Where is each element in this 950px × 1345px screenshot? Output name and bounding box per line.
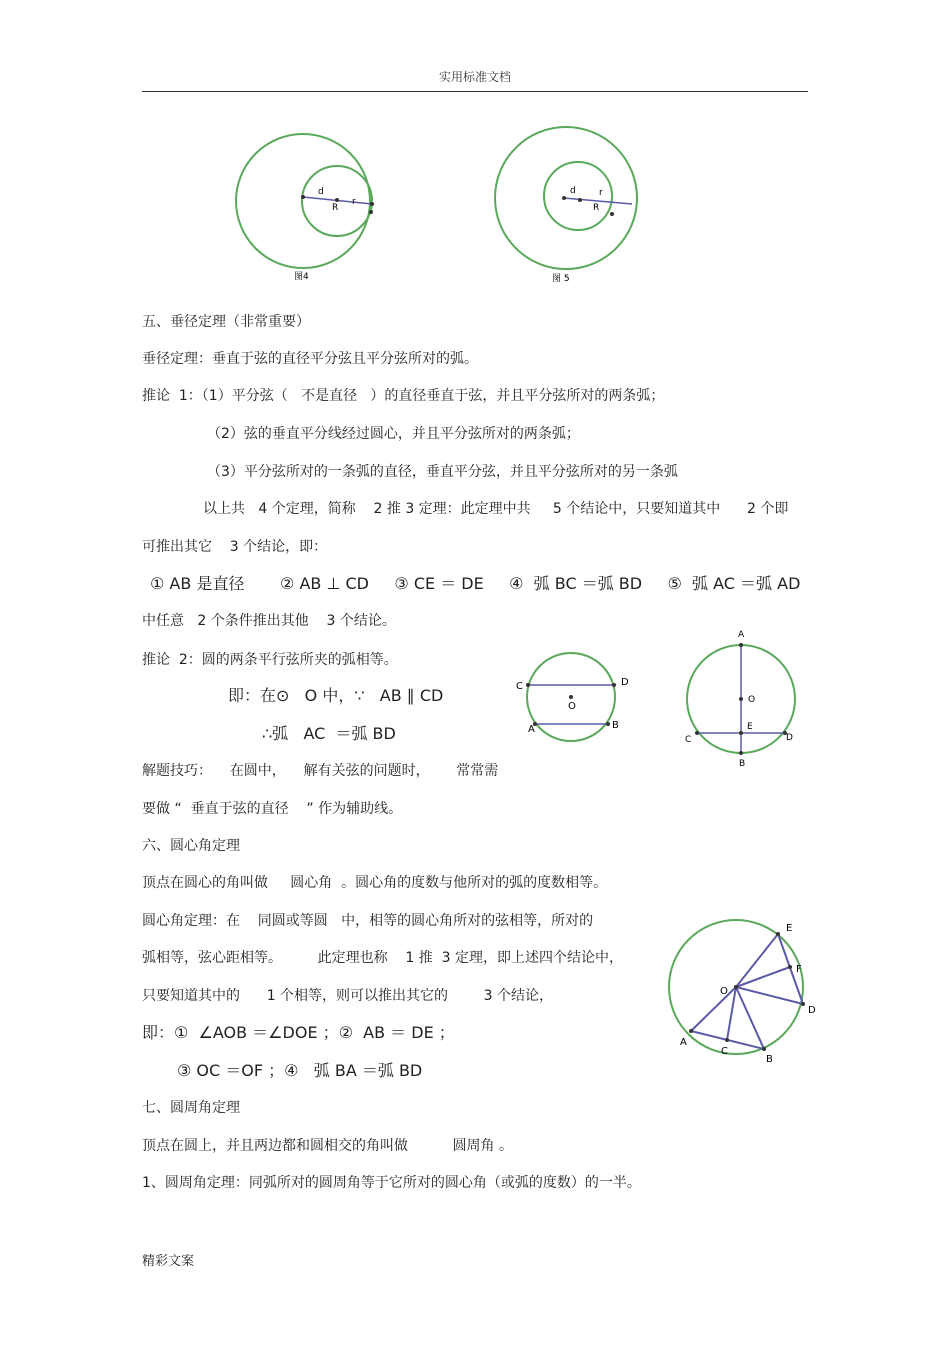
central-label-C: C bbox=[721, 1046, 728, 1057]
central-label-E: E bbox=[786, 923, 793, 934]
page-header: 实用标准文档 bbox=[438, 70, 511, 84]
section5-title: 五、垂径定理（非常重要） bbox=[142, 314, 310, 330]
section6-theorem-1: 圆心角定理：在 同圆或等圆 中，相等的圆心角所对的弦相等，所对的 bbox=[142, 913, 594, 929]
section6-equation-2: ③ OC ＝OF ；④ 弧 BA ＝弧 BD bbox=[177, 1061, 423, 1080]
fig4-label-R: R bbox=[332, 203, 339, 213]
section7-theorem: 1、圆周角定理：同弧所对的圆周角等于它所对的圆心角（或弧的度数）的一半。 bbox=[142, 1175, 641, 1191]
central-label-A: A bbox=[680, 1037, 687, 1048]
section6-theorem-3: 只要知道其中的 1 个相等，则可以推出其它的 3 个结论， bbox=[142, 988, 554, 1004]
page-footer: 精彩文案 bbox=[142, 1254, 195, 1269]
fig5-caption: 图 5 bbox=[552, 274, 570, 284]
fig5-label-r: r bbox=[599, 188, 603, 198]
perp-label-B: B bbox=[739, 759, 746, 769]
central-label-B: B bbox=[766, 1054, 773, 1065]
section5-definition: 垂径定理：垂直于弦的直径平分弦且平分弦所对的弧。 bbox=[142, 351, 478, 367]
fig4-label-r: r bbox=[352, 197, 356, 207]
fig5-label-d: d bbox=[570, 186, 576, 196]
central-label-D: D bbox=[808, 1005, 816, 1016]
section5-any-two: 中任意 2 个条件推出其他 3 个结论。 bbox=[142, 613, 396, 629]
section5-corollary1-2: （2）弦的垂直平分线经过圆心，并且平分弦所对的两条弧； bbox=[207, 426, 580, 442]
section7-definition: 顶点在圆上，并且两边都和圆相交的角叫做 圆周角 。 bbox=[142, 1138, 513, 1154]
section7-title: 七、圆周角定理 bbox=[142, 1100, 240, 1116]
section6-theorem-2: 弧相等，弦心距相等。 此定理也称 1 推 3 定理，即上述四个结论中， bbox=[142, 950, 624, 966]
figure-5 bbox=[490, 122, 650, 287]
figure-perpendicular-diameter bbox=[683, 627, 798, 772]
section5-tip-2: 要做 “ 垂直于弦的直径 ” 作为辅助线。 bbox=[142, 801, 403, 817]
section5-corollary1: 推论 1：（1）平分弦（ 不是直径 ）的直径垂直于弦，并且平分弦所对的两条弧； bbox=[142, 388, 665, 404]
figure-parallel-chords bbox=[515, 650, 635, 750]
fig5-label-R: R bbox=[593, 203, 600, 213]
fig4-label-d: d bbox=[318, 187, 324, 197]
parallel-label-O: O bbox=[568, 701, 576, 712]
perp-label-A: A bbox=[738, 630, 745, 640]
header-rule bbox=[142, 91, 808, 92]
section6-title: 六、圆心角定理 bbox=[142, 838, 240, 854]
perp-label-D: D bbox=[786, 733, 793, 743]
section6-equation-1: 即：① ∠AOB ＝∠DOE ；② AB ＝ DE ； bbox=[142, 1023, 455, 1042]
figure-4 bbox=[230, 122, 390, 287]
section6-definition: 顶点在圆心的角叫做 圆心角 。圆心角的度数与他所对的弧的度数相等。 bbox=[142, 875, 608, 891]
section5-equation-2: ∴弧 AC ＝弧 BD bbox=[262, 724, 396, 743]
perp-label-E: E bbox=[747, 722, 753, 732]
central-label-O: O bbox=[720, 986, 728, 997]
central-label-F: F bbox=[796, 964, 802, 975]
perp-label-O: O bbox=[748, 695, 756, 705]
parallel-label-B: B bbox=[612, 720, 619, 731]
fig4-caption: 图4 bbox=[294, 272, 309, 282]
section5-tip-1: 解题技巧： 在圆中， 解有关弦的问题时， 常常需 bbox=[142, 763, 499, 779]
figure-central-angle bbox=[665, 915, 825, 1070]
section5-paragraph-2: 可推出其它 3 个结论，即： bbox=[142, 539, 328, 555]
perp-label-C: C bbox=[685, 735, 692, 745]
section5-corollary1-3: （3）平分弦所对的一条弧的直径，垂直平分弦，并且平分弦所对的另一条弧 bbox=[207, 464, 678, 480]
section5-conclusion-list: ① AB 是直径 ② AB ⊥ CD ③ CE ＝ DE ④ 弧 BC ＝弧 BD ⑤ 弧 AC ＝弧 AD bbox=[150, 574, 801, 593]
parallel-label-C: C bbox=[516, 681, 523, 692]
parallel-label-A: A bbox=[528, 724, 535, 735]
section5-paragraph-1: 以上共 4 个定理，简称 2 推 3 定理：此定理中共 5 个结论中，只要知道其中 2 个即 bbox=[203, 501, 789, 517]
section5-equation-1: 即：在⊙ O 中，∵ AB ∥ CD bbox=[228, 686, 444, 705]
section5-corollary2: 推论 2：圆的两条平行弦所夹的弧相等。 bbox=[142, 652, 398, 668]
parallel-label-D: D bbox=[621, 677, 629, 688]
